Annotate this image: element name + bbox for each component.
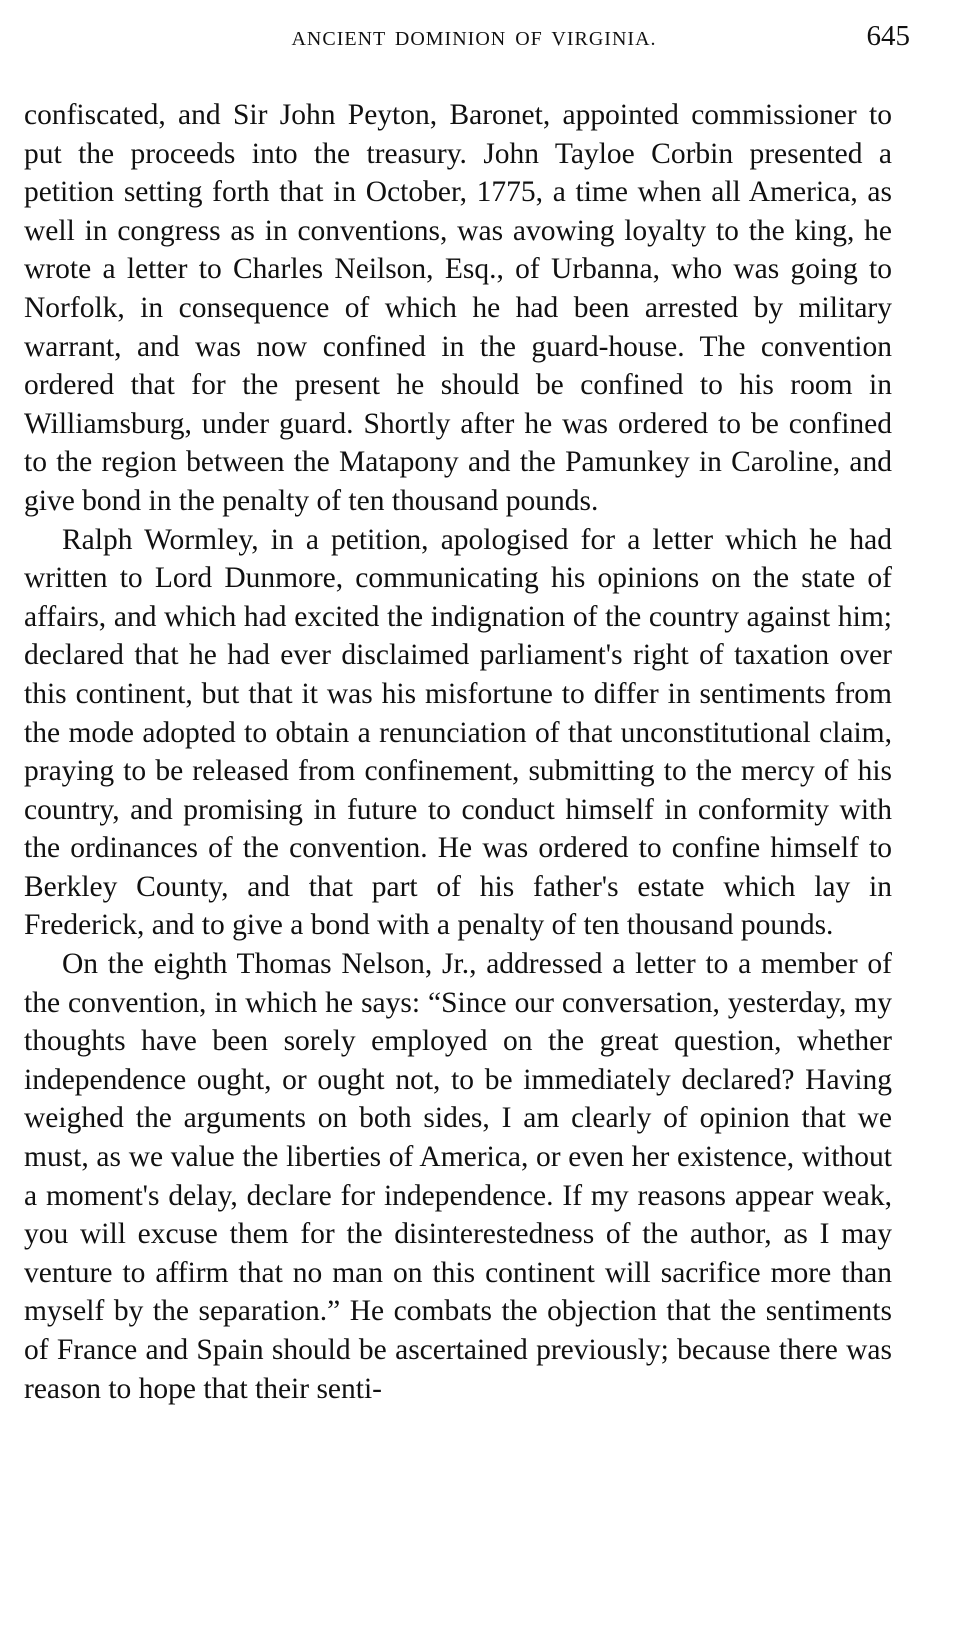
running-header xyxy=(24,18,924,58)
paragraph-nelson: On the eighth Thomas Nelson, Jr., addressed a letter to a member of the convention, in which he says: “Since our conversation, yesterday, my thoughts have been sorely employed on the great question, whether independence ought, or ought not, to be immediately declared? Having weighed the arguments on both sides, I am clearly of opinion that we must, as we value the liberties of America, or even her existence, without a moment's delay, declare for independence. If my reasons appear weak, you will excuse them for the disinterestedness of the author, as I may venture to affirm that no man on this continent will sacrifice more than myself by the separation.” He combats the objection that the sentiments of France and Spain should be ascertained previously; because there was reason to hope that their senti- xyxy=(24,948,892,1405)
page-number: 645 xyxy=(866,20,910,52)
paragraph-wormley: Ralph Wormley, in a petition, apologised for a letter which he had written to Lord Dunmore, communicating his opinions on the state of affairs, and which had excited the indignation of the country against him; declared that he had ever disclaimed parliament's right of taxation over this continent, but that it was his misfortune to differ in sentiments from the mode adopted to obtain a renunciation of that unconstitutional claim, praying to be released from confinement, submitting to the mercy of his country, and promising in future to conduct himself in conformity with the ordinances of the convention. He was ordered to confine himself to Berkley County, and that part of his father's estate which lay in Frederick, and to give a bond with a penalty of ten thousand pounds. xyxy=(24,523,892,942)
body-text xyxy=(24,96,892,1408)
paragraph-continuation: confiscated, and Sir John Peyton, Baronet, appointed commissioner to put the proceeds into the treasury. John Tayloe Corbin presented a petition setting forth that in October, 1775, a time when all America, as well in congress as in conventions, was avowing loyalty to the king, he wrote a letter to Charles Neilson, Esq., of Urbanna, who was going to Norfolk, in consequence of which he had been arrested by military warrant, and was now confined in the guard-house. The convention ordered that for the present he should be confined to his room in Williamsburg, under guard. Shortly after he was ordered to be confined to the region between the Matapony and the Pamunkey in Caroline, and give bond in the penalty of ten thousand pounds. xyxy=(24,99,892,517)
book-page xyxy=(24,18,924,1408)
running-title: ANCIENT DOMINION OF VIRGINIA. xyxy=(291,28,657,50)
